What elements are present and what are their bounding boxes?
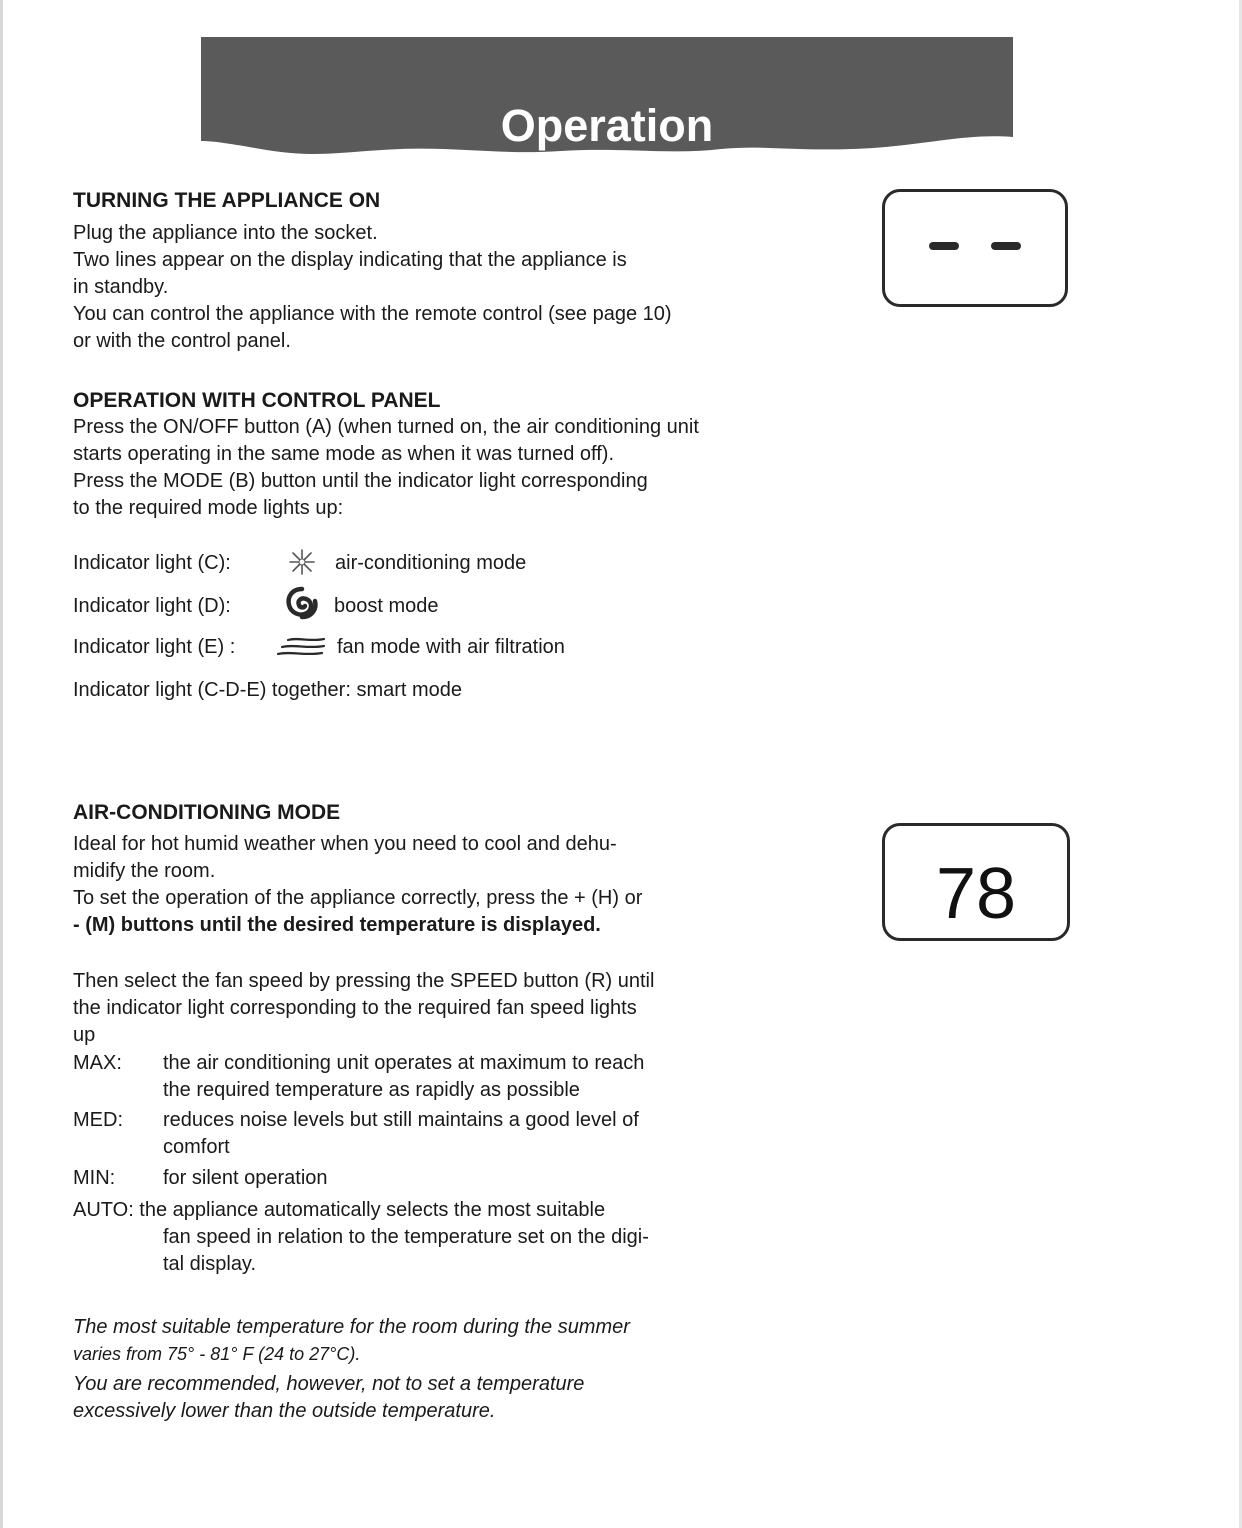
speed-max-label: MAX: [73,1052,122,1074]
temperature-value: 78 [935,854,1017,934]
text-line: comfort [163,1136,230,1158]
text-line: Then select the fan speed by pressing the SPEED button (R) until [73,970,655,992]
turning-on-text [73,220,672,355]
note-line-1: The most suitable temperature for the room during the summer [73,1316,630,1338]
temperature-display [882,823,1070,941]
page-edge-left [0,0,3,1528]
heading-control-panel: OPERATION WITH CONTROL PANEL [73,389,441,412]
text-line: the air conditioning unit operates at maximum to reach [163,1052,645,1074]
text-line: the indicator light corresponding to the required fan speed lights [73,997,637,1019]
speed-intro-text [73,968,654,1049]
note-line-3: You are recommended, however, not to set a temperature [73,1373,585,1395]
text-line: to the required mode lights up: [73,497,344,519]
note-line-2: varies from 75° - 81° F (24 to 27°C). [73,1344,361,1364]
text-line: in standby. [73,276,169,298]
heading-turning-on: TURNING THE APPLIANCE ON [73,189,381,212]
indicator-e-label: Indicator light (E) : [73,636,236,658]
standby-display [882,189,1068,307]
text-line: To set the operation of the appliance correctly, press the + (H) or [73,887,643,909]
speed-med-desc [163,1107,639,1161]
ac-mode-text [73,831,642,939]
text-line-bold: - (M) buttons until the desired temperature is displayed. [73,914,601,936]
indicator-d-label: Indicator light (D): [73,595,231,617]
display-dash [929,242,959,250]
indicator-d-desc: boost mode [334,595,439,617]
text-line: You can control the appliance with the remote control (see page 10) [73,303,672,325]
text-line: reduces noise levels but still maintains a good level of [163,1109,639,1131]
page-title: Operation [500,100,714,151]
indicator-together-text: Indicator light (C-D-E) together: smart mode [73,679,463,701]
text-line: fan speed in relation to the temperature set on the digi- [163,1226,649,1248]
control-panel-text [73,414,699,522]
text-line: Plug the appliance into the socket. [73,222,378,244]
indicator-e-desc: fan mode with air filtration [337,636,565,658]
text-line: the required temperature as rapidly as possible [163,1079,580,1101]
air-waves-icon [276,636,326,663]
indicator-c-desc: air-conditioning mode [335,552,527,574]
text-line: Two lines appear on the display indicating that the appliance is [73,249,627,271]
speed-max-desc [163,1050,644,1104]
speed-min-desc [163,1165,328,1192]
text-line: tal display. [163,1253,257,1275]
display-dash [991,242,1021,250]
text-line: midify the room. [73,860,216,882]
text-line: starts operating in the same mode as when it was turned off). [73,443,615,465]
text-line: Ideal for hot humid weather when you need to cool and dehu- [73,833,617,855]
indicator-c-label: Indicator light (C): [73,552,231,574]
note-line-4: excessively lower than the outside temperature. [73,1400,496,1422]
text-line: Press the ON/OFF button (A) (when turned on, the air conditioning unit [73,416,699,438]
speed-med-label: MED: [73,1109,123,1131]
text-line: Press the MODE (B) button until the indicator light corresponding [73,470,648,492]
speed-auto-label: AUTO: the appliance automatically selects the most suitable [73,1199,606,1221]
text-line: up [73,1024,96,1046]
speed-auto-desc [163,1224,649,1278]
snowflake-icon [288,548,316,581]
boost-swirl-icon [284,585,320,626]
heading-ac-mode: AIR-CONDITIONING MODE [73,801,341,824]
text-line: for silent operation [163,1167,328,1189]
header-banner [201,37,1013,159]
text-line: or with the control panel. [73,330,291,352]
speed-min-label: MIN: [73,1167,116,1189]
